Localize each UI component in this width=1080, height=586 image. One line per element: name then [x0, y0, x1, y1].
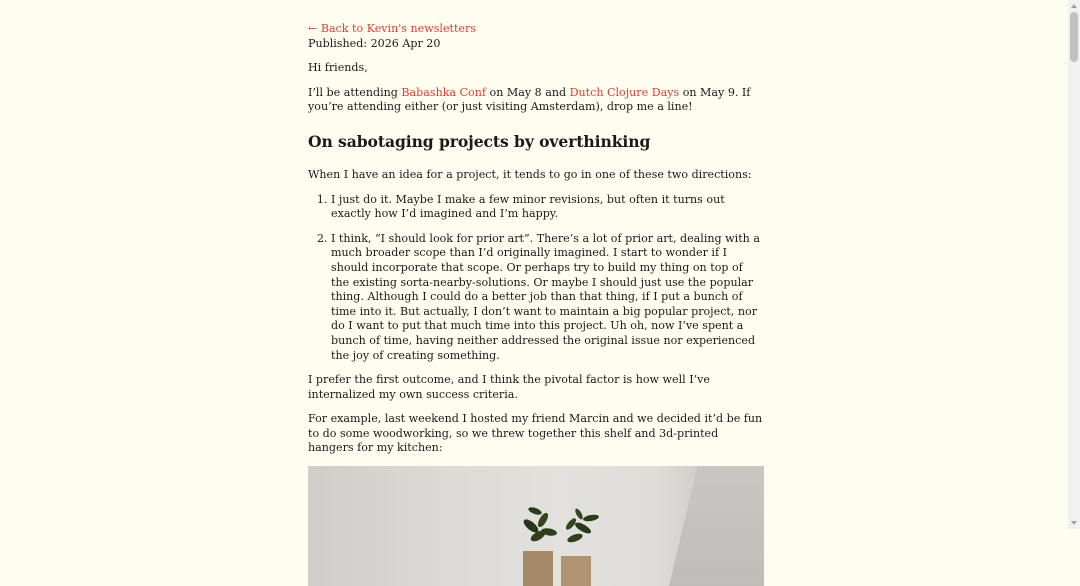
babashka-conf-link[interactable]: Babashka Conf: [401, 85, 486, 99]
attending-mid: on May 8 and: [486, 85, 570, 99]
scrollbar-thumb[interactable]: [1070, 12, 1078, 62]
scroll-down-icon[interactable]: [1071, 521, 1077, 525]
newsletter-article: [308, 22, 764, 586]
plants-on-shelf: [513, 496, 623, 586]
article-lead: When I have an idea for a project, it tends to go in one of these two directions:: [308, 167, 752, 181]
kitchen-shelf-photo: [308, 466, 764, 586]
example-paragraph: For example, last weekend I hosted my friend Marcin and we decided it’d be fun to do some woodworking, so we threw together this shelf and 3d-printed hangers for my kitchen:: [308, 412, 763, 455]
list-item: 2. I think, “I should look for prior art”. There’s a lot of prior art, dealing with a much broader scope than I’d originally imagined. I start to wonder if I should incorporate that scope. Or perhaps try to build my thing on top of the existing sorta-nearby-solutions. Or maybe I should just use the popular thing. Although I could do a better job than that thing, if I put a bunch of time into it. But actually, I don’t want to maintain a big popular project, nor do I want to put that much time into this project. Uh oh, now I’ve spent a bunch of time, having neither addressed the original issue nor experienced the joy of creating something.: [331, 232, 764, 363]
page-scrollbar[interactable]: [1068, 0, 1080, 529]
greeting: Hi friends,: [308, 61, 368, 75]
attending-suffix: on May 9. If you’re attending either (or just visiting Amsterdam), drop me a line!: [308, 85, 751, 114]
article-heading: On sabotaging projects by overthinking: [308, 131, 651, 151]
back-to-newsletters-link[interactable]: ← Back to Kevin's newsletters: [308, 22, 476, 35]
scroll-up-icon[interactable]: [1071, 4, 1077, 8]
directions-list: [308, 193, 764, 364]
attending-prefix: I’ll be attending: [308, 85, 402, 99]
list-item: 1. I just do it. Maybe I make a few minor revisions, but often it turns out exactly how I’d imagined and I’m happy.: [331, 193, 764, 222]
dutch-clojure-days-link[interactable]: Dutch Clojure Days: [569, 85, 680, 99]
prefer-paragraph: I prefer the first outcome, and I think the pivotal factor is how well I’ve internalized my own success criteria.: [308, 373, 710, 401]
published-date: Published: 2026 Apr 20: [308, 36, 441, 50]
attending-paragraph: [308, 86, 764, 115]
